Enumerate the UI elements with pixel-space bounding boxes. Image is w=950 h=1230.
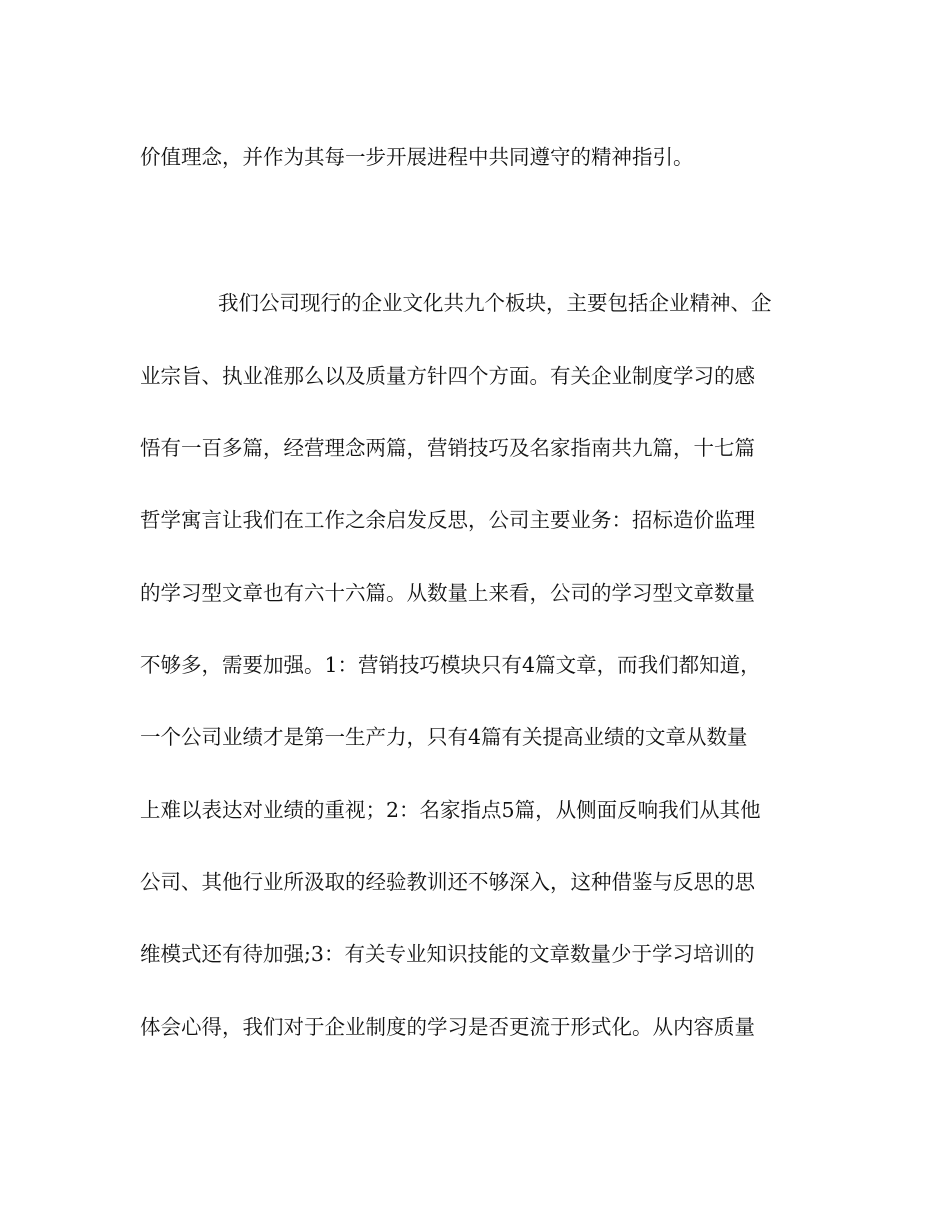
paragraph-line: 公司、其他行业所汲取的经验教训还不够深入，这种借鉴与反思的思: [140, 870, 755, 894]
paragraph-line: 上难以表达对业绩的重视；2：名家指点5篇，从侧面反响我们从其他: [140, 798, 761, 822]
paragraph-line: 的学习型文章也有六十六篇。从数量上来看，公司的学习型文章数量: [140, 581, 755, 605]
paragraph-line: 一个公司业绩才是第一生产力，只有4篇有关提高业绩的文章从数量: [140, 725, 748, 749]
paragraph-line: 我们公司现行的企业文化共九个板块，主要包括企业精神、企: [218, 291, 772, 315]
paragraph-line: 悟有一百多篇，经营理念两篇，营销技巧及名家指南共九篇，十七篇: [140, 436, 755, 460]
paragraph-line: 体会心得，我们对于企业制度的学习是否更流于形式化。从内容质量: [140, 1015, 755, 1039]
paragraph-line: 哲学寓言让我们在工作之余启发反思，公司主要业务：招标造价监理: [140, 508, 755, 532]
paragraph-line: 价值理念，并作为其每一步开展进程中共同遵守的精神指引。: [140, 145, 694, 169]
paragraph-line: 维模式还有待加强;3：有关专业知识技能的文章数量少于学习培训的: [140, 942, 755, 966]
paragraph-line: 不够多，需要加强。1：营销技巧模块只有4篇文章，而我们都知道，: [140, 653, 761, 677]
paragraph-line: 业宗旨、执业准那么以及质量方针四个方面。有关企业制度学习的感: [140, 364, 755, 388]
